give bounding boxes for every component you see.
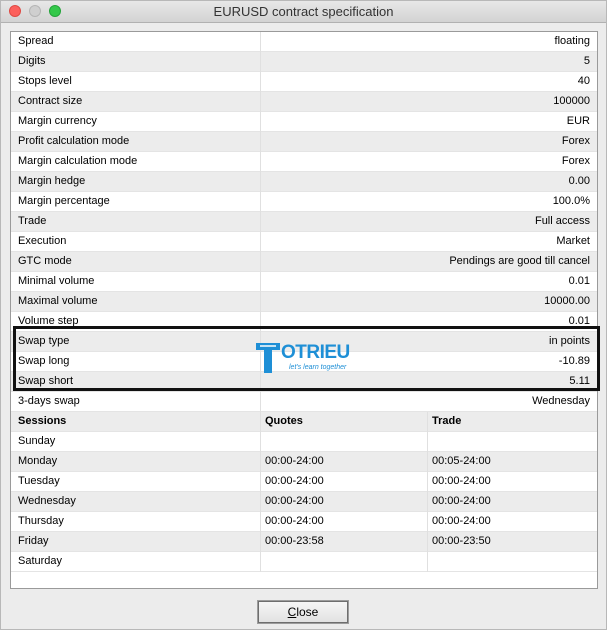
spec-row-margin-percentage[interactable] (11, 192, 597, 212)
spec-label: Minimal volume (18, 275, 95, 287)
session-quotes: 00:00-23:58 (265, 535, 324, 547)
spec-label: Contract size (18, 95, 83, 107)
spec-value: 0.01 (568, 275, 590, 287)
spec-label: Maximal volume (18, 295, 98, 307)
session-trade: 00:00-24:00 (432, 475, 491, 487)
title-bar[interactable] (1, 1, 606, 23)
session-trade: 00:00-24:00 (432, 495, 491, 507)
spec-label: Spread (18, 35, 54, 47)
sessions-header-row (11, 412, 597, 432)
session-row-wednesday[interactable] (11, 492, 597, 512)
session-quotes: 00:00-24:00 (265, 455, 324, 467)
spec-row-margin-hedge[interactable] (11, 172, 597, 192)
spec-value: 100.0% (552, 195, 590, 207)
session-day: Friday (18, 535, 49, 547)
spec-label: Stops level (18, 75, 72, 87)
spec-value: 0.01 (568, 315, 590, 327)
spec-value: Full access (534, 215, 590, 227)
session-row-thursday[interactable] (11, 512, 597, 532)
spec-row-gtc-mode[interactable] (11, 252, 597, 272)
spec-value: in points (549, 335, 590, 347)
spec-value: 10000.00 (544, 295, 590, 307)
session-day: Tuesday (18, 475, 60, 487)
spec-row-stops-level[interactable] (11, 72, 597, 92)
spec-row-volume-step[interactable] (11, 312, 597, 332)
session-quotes: 00:00-24:00 (265, 495, 324, 507)
spec-row-three-days-swap[interactable] (11, 392, 597, 412)
session-trade (432, 555, 592, 569)
session-row-sunday[interactable] (11, 432, 597, 452)
window-title: EURUSD contract specification (213, 4, 394, 19)
close-button-label: lose (296, 605, 319, 619)
spec-label: Execution (18, 235, 67, 247)
spec-row-swap-long[interactable] (11, 352, 597, 372)
spec-row-trade[interactable] (11, 212, 597, 232)
session-trade (432, 435, 592, 449)
session-row-saturday[interactable] (11, 552, 597, 572)
spec-row-contract-size[interactable] (11, 92, 597, 112)
spec-label: Swap short (18, 375, 74, 387)
spec-label: Margin calculation mode (18, 155, 138, 167)
spec-value: -10.89 (558, 355, 590, 367)
spec-value: Forex (561, 155, 590, 167)
spec-value: floating (554, 35, 590, 47)
spec-value: Forex (561, 135, 590, 147)
session-quotes (265, 555, 425, 569)
quotes-header: Quotes (265, 415, 303, 427)
session-trade: 00:00-24:00 (432, 515, 491, 527)
watermark-brand: OTRIEU (281, 342, 350, 363)
session-day: Thursday (18, 515, 64, 527)
spec-row-digits[interactable] (11, 52, 597, 72)
session-quotes: 00:00-24:00 (265, 515, 324, 527)
spec-value: EUR (566, 115, 590, 127)
spec-label: Margin percentage (18, 195, 110, 207)
trade-header: Trade (432, 415, 462, 427)
spec-label: GTC mode (18, 255, 72, 267)
close-button-mnemonic: C (287, 605, 297, 619)
session-day: Wednesday (18, 495, 76, 507)
spec-value: 40 (577, 75, 590, 87)
session-quotes (265, 435, 425, 449)
spec-label: Profit calculation mode (18, 135, 130, 147)
session-trade: 00:00-23:50 (432, 535, 491, 547)
spec-label: Trade (18, 215, 47, 227)
spec-label: Swap type (18, 335, 70, 347)
session-day: Saturday (18, 555, 63, 567)
spec-row-profit-calc-mode[interactable] (11, 132, 597, 152)
spec-label: Margin currency (18, 115, 97, 127)
session-row-monday[interactable] (11, 452, 597, 472)
spec-label: Digits (18, 55, 46, 67)
session-row-tuesday[interactable] (11, 472, 597, 492)
session-day: Sunday (18, 435, 56, 447)
spec-label: 3-days swap (18, 395, 80, 407)
spec-row-maximal-volume[interactable] (11, 292, 597, 312)
spec-value: Market (556, 235, 590, 247)
spec-row-minimal-volume[interactable] (11, 272, 597, 292)
spec-value: 0.00 (568, 175, 590, 187)
spec-row-swap-short[interactable] (11, 372, 597, 392)
spec-value: 100000 (553, 95, 590, 107)
spec-row-margin-currency[interactable] (11, 112, 597, 132)
specification-table[interactable] (10, 31, 598, 589)
session-trade: 00:05-24:00 (432, 455, 491, 467)
spec-row-spread[interactable] (11, 32, 597, 52)
session-row-friday[interactable] (11, 532, 597, 552)
spec-label: Volume step (18, 315, 79, 327)
session-quotes: 00:00-24:00 (265, 475, 324, 487)
close-button[interactable] (258, 601, 348, 623)
spec-value: 5.11 (569, 375, 590, 387)
watermark-tagline: let's learn together (289, 364, 347, 371)
spec-value: 5 (583, 55, 590, 67)
spec-value: Pendings are good till cancel (449, 255, 590, 267)
spec-row-execution[interactable] (11, 232, 597, 252)
spec-label: Margin hedge (18, 175, 86, 187)
session-day: Monday (18, 455, 58, 467)
spec-row-margin-calc-mode[interactable] (11, 152, 597, 172)
spec-value: Wednesday (532, 395, 590, 407)
spec-row-swap-type[interactable] (11, 332, 597, 352)
spec-label: Swap long (18, 355, 70, 367)
sessions-header: Sessions (18, 415, 67, 427)
